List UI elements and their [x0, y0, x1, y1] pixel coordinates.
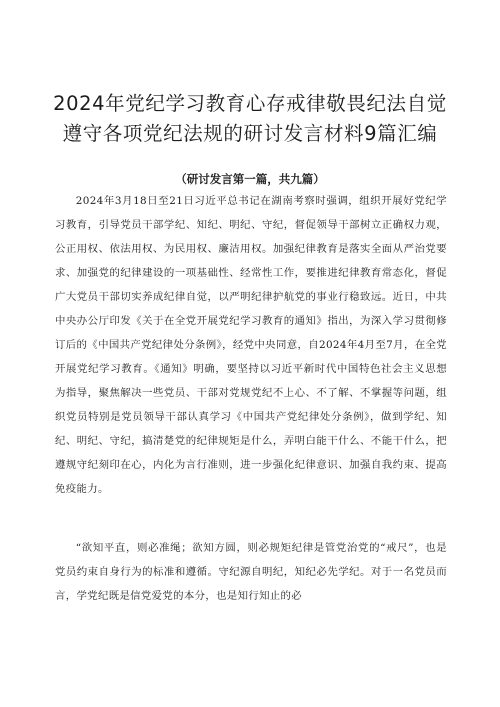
- section-heading: （研讨发言第一篇，共九篇）: [175, 172, 325, 186]
- body-paragraph-1: 2024年3月18日至21日习近平总书记在湖南考察时强调，组织开展好党纪学习教育，引导党员干部学纪、知纪、明纪、守纪，督促领导干部树立正确权力观，公正用权、依法用权、为民用权、廉洁用权。加强纪律教育是落实全面从严治党要求、加强党的纪律建设的一项基础性、经常性工作，要推进纪律教育常态化，督促广大党员干部切实养成纪律自觉，以严明纪律护航党的事业行稳致远。近日，中共中央办公厅印发《关于在全党开展党纪学习教育的通知》指出，为深入学习贯彻修订后的《中国共产党纪律处分条例》，经党中央同意，自2024年4月至7月，在全党开展党纪学习教育。《通知》明确，要坚持以习近平新时代中国特色社会主义思想为指导，聚焦解决一些党员、干部对党规党纪不上心、不了解、不掌握等问题，组织党员特别是党员领导干部认真学习《中国共产党纪律处分条例》，做到学纪、知纪、明纪、守纪，搞清楚党的纪律规矩是什么，弄明白能干什么、不能干什么，把遵规守纪刻印在心，内化为言行准则，进一步强化纪律意识、加强自我约束、提高免疫能力。: [55, 195, 447, 495]
- document-title-line-1: 2024年党纪学习教育心存戒律敬畏纪法自觉: [53, 92, 447, 115]
- document-title-line-2: 遵守各项党纪法规的研讨发言材料9篇汇编: [62, 122, 438, 145]
- body-paragraph-2: “欲知平直，则必准绳；欲知方圆，则必规矩纪律是管党治党的“戒尺”，也是党员约束自身行为的标准和遵循。守纪源自明纪，知纪必先学纪。对于一名党员而言，学党纪既是信党爱党的本分，也是知行知止的必: [55, 542, 447, 602]
- document-title: [40, 89, 460, 149]
